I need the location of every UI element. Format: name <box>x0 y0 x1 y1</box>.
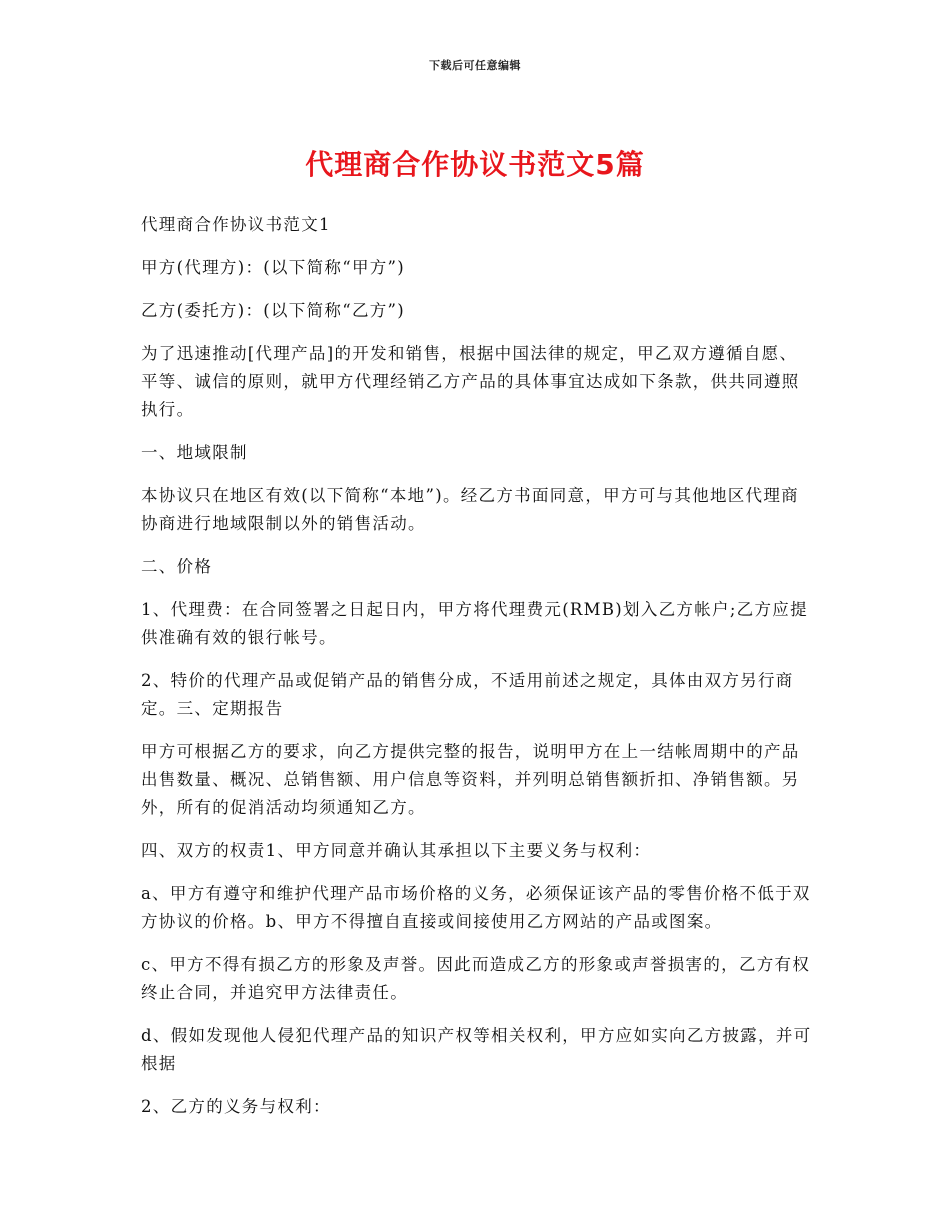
paragraph: 代理商合作协议书范文1 <box>141 215 331 234</box>
document-body <box>141 211 813 1136</box>
paragraph: c、甲方不得有损乙方的形象及声誉。因此而造成乙方的形象或声誉损害的，乙方有权终止合同，并追究甲方法律责任。 <box>141 955 811 1002</box>
paragraph: 甲方(代理方)：(以下简称“甲方”) <box>141 258 406 277</box>
document-title: 代理商合作协议书范文5篇 <box>305 148 645 181</box>
section-heading: 一、地域限制 <box>141 443 248 462</box>
paragraph: 2、乙方的义务与权利： <box>141 1097 331 1116</box>
paragraph: d、假如发现他人侵犯代理产品的知识产权等相关权利，甲方应如实向乙方披露，并可根据 <box>141 1026 812 1073</box>
paragraph: 四、双方的权责1、甲方同意并确认其承担以下主要义务与权利： <box>141 841 652 860</box>
paragraph: 为了迅速推动[代理产品]的开发和销售，根据中国法律的规定，甲乙双方遵循自愿、平等、诚信的原则，就甲方代理经销乙方产品的具体事宜达成如下条款，供共同遵照执行。 <box>141 344 800 419</box>
header-note: 下载后可任意编辑 <box>429 59 521 72</box>
paragraph: 本协议只在地区有效(以下简称“本地”)。经乙方书面同意，甲方可与其他地区代理商协商进行地域限制以外的销售活动。 <box>141 486 799 533</box>
paragraph: 乙方(委托方)：(以下简称“乙方”) <box>141 301 406 320</box>
paragraph: a、甲方有遵守和维护代理产品市场价格的义务，必须保证该产品的零售价格不低于双方协议的价格。b、甲方不得擅自直接或间接使用乙方网站的产品或图案。 <box>141 884 811 931</box>
section-heading: 二、价格 <box>141 557 213 576</box>
paragraph: 2、特价的代理产品或促销产品的销售分成，不适用前述之规定，具体由双方另行商定。三、定期报告 <box>141 671 794 718</box>
paragraph: 1、代理费：在合同签署之日起日内，甲方将代理费元(RMB)划入乙方帐户;乙方应提供准确有效的银行帐号。 <box>141 600 808 647</box>
paragraph: 甲方可根据乙方的要求，向乙方提供完整的报告，说明甲方在上一结帐周期中的产品出售数量、概况、总销售额、用户信息等资料，并列明总销售额折扣、净销售额。另外，所有的促消活动均须通知乙方。 <box>141 742 800 817</box>
